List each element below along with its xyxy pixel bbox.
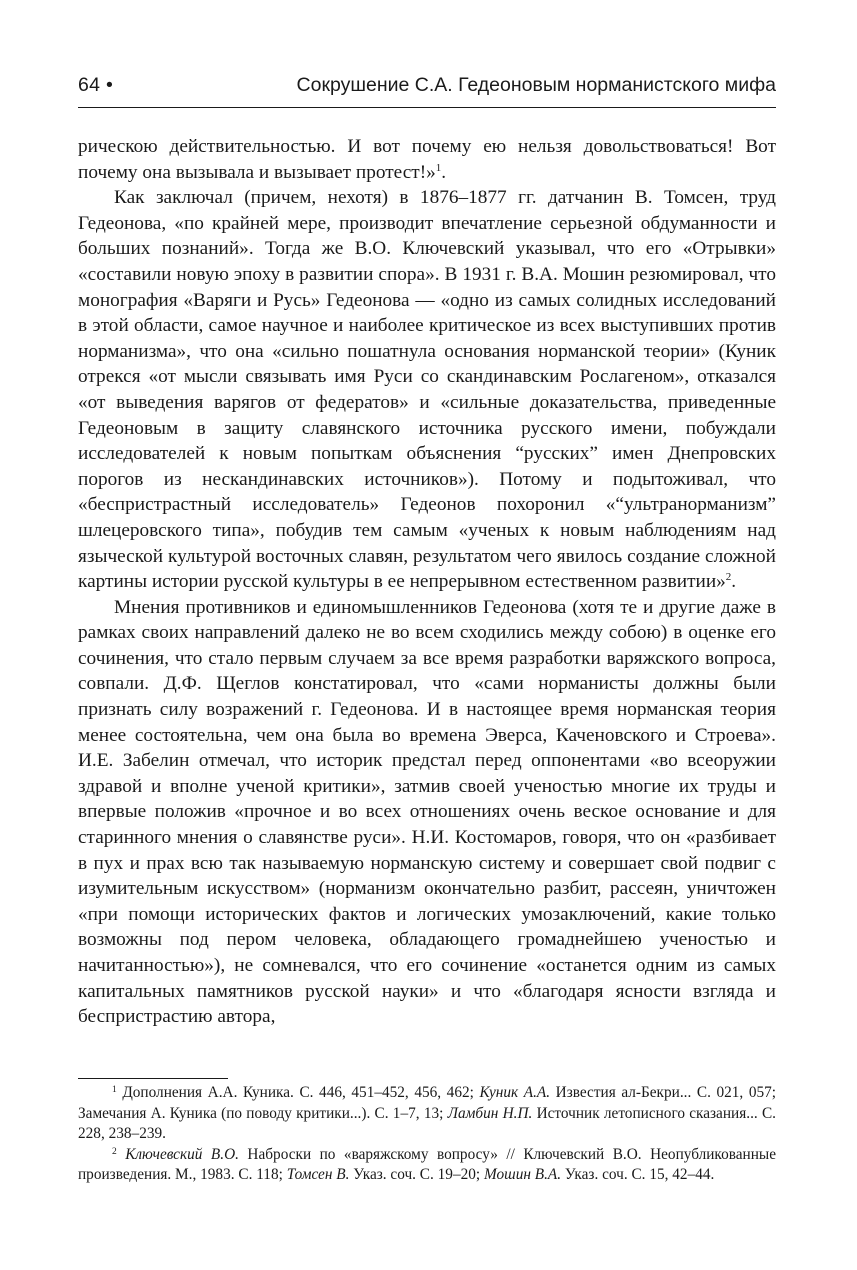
footnote-ref-1[interactable]: 1 (435, 161, 442, 174)
paragraph-end: . (731, 571, 737, 593)
footnote-author: Мошин В.А. (483, 1166, 562, 1183)
footnote-mark-1: 1 (112, 1085, 117, 1095)
footnote-author: Ламбин Н.П. (447, 1104, 533, 1122)
footnote-text: Указ. соч. С. 15, 42–44. (561, 1166, 715, 1183)
paragraph-opinions (78, 595, 776, 1030)
paragraph-thomsen (78, 185, 776, 595)
paragraph-text: Как заключал (причем, нехотя) в 1876–1877 гг. датчанин В. Томсен, труд Гедеонова, «по крайней мере, производит впечатление серьезной обдуманности и больших познаний». Тогда же В.О. Ключевский указывал, что его «Отрывки» «составили новую эпоху в развитии спора». В 1931 г. В.А. Мошин резюмировал, что монография «Варяги и Русь» Гедеонова — «одно из самых солидных исследований в этой области, самое научное и наиболее критическое из всех выступивших против норманизма», что она «сильно пошатнула основания норманской теории» (Куник отрекся «от мысли связывать имя Руси со скандинавским Рослагеном», отказался «от выведения варягов от федератов» и «сильные доказательства, приведенные Гедеоновым в защиту славянского источника русского имени, побуждали исследователей к новым попыткам объяснения “русских” имен Днепровских порогов из нескандинавских источников»). Потому и подытоживал, что «беспристрастный исследователь» Гедеонов похоронил «“ультранорманизм” шлецеровского типа», побудив тем самым «ученых к новым наблюдениям над языческой культурой восточных славян, результатом чего явилось создание сложной картины истории русской культуры в ее непрерывном естественном развитии» (78, 187, 776, 593)
footnote-text: Наброски по «варяжскому вопросу» // Ключевский В.О. Неопубликованные произведения. М., 1983. С. 118; (78, 1145, 776, 1183)
paragraph-continued (78, 134, 776, 185)
paragraph-end: . (441, 161, 447, 183)
footnote-2 (78, 1145, 776, 1186)
paragraph-text: рическою действительностью. И вот почему ею нельзя довольствоваться! Вот почему она вызывала и вызывает протест!» (78, 136, 776, 183)
main-text (78, 134, 776, 1030)
footnote-author: Томсен В. (286, 1166, 350, 1183)
paragraph-text: Мнения противников и единомышленников Гедеонова (хотя те и другие даже в рамках своих направлений далеко не во всем сходились между собою) в оценке его сочинения, что стало первым случаем за все время разработки варяжского вопроса, совпали. Д.Ф. Щеглов констатировал, что «сами норманисты должны были признать силу возражений г. Гедеонова. И в настоящее время норманская теория менее состоятельна, чем она была во времена Эверса, Каченовского и Строева». И.Е. Забелин отмечал, что историк предстал перед оппонентами «во всеоружии здравой и вполне ученой критики», затмив своей ученостью многие их труды и впервые положив «прочное и во всех отношениях очень веское основание и для старинного мнения о славянстве руси». Н.И. Костомаров, говоря, что он «разбивает в пух и прах всю так называемую норманскую систему и совершает свой подвиг с изумительным искусством» (норманизм окончательно разбит, рассеян, уничтожен «при помощи исторических фактов и логических умозаключений, какие только возможны под пером человека, обладающего громаднейшею ученостью и начитанностью»), не сомневался, что его сочинение «останется одним из самых капитальных памятников русской науки» и что «благодаря ясности взгляда и беспристрастию автора, (78, 596, 776, 1028)
footnote-author: Ключевский В.О. (125, 1145, 239, 1163)
footnote-text: Известия ал-Бекри... С. 021, 057; Замечания А. Куника (по поводу критики...). С. 1–7, 13; (78, 1084, 777, 1122)
footnote-mark-2: 2 (112, 1146, 117, 1157)
footnote-text: Дополнения А.А. Куника. С. 446, 451–452, 456, 462; (122, 1084, 480, 1101)
footnotes (78, 1083, 776, 1186)
page-number: 64 • (78, 74, 114, 96)
footnote-text: Источник летописного сказания... С. 228, 238–239. (78, 1104, 777, 1142)
running-head-title: Сокрушение С.А. Гедеоновым норманистского мифа (296, 74, 776, 96)
footnote-text: Указ. соч. С. 19–20; (349, 1166, 484, 1183)
running-head (78, 74, 776, 104)
footnote-ref-2[interactable]: 2 (725, 571, 732, 584)
header-rule (78, 107, 776, 108)
footnote-rule (78, 1078, 228, 1079)
footnote-author: Куник А.А. (479, 1084, 551, 1101)
footnote-1 (78, 1083, 776, 1145)
